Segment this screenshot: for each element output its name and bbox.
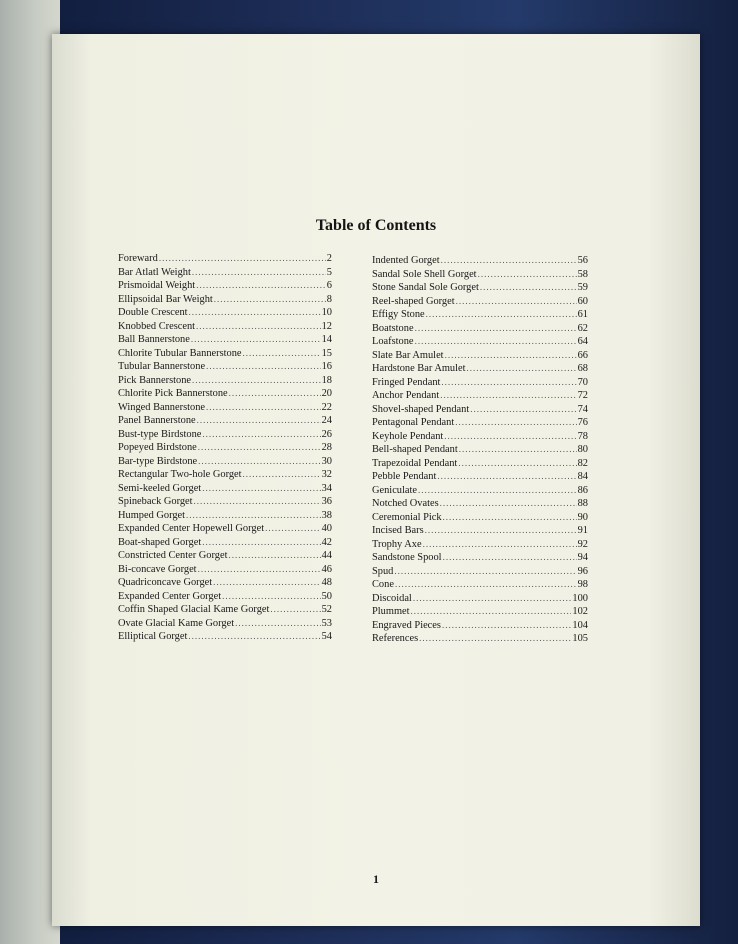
dot-leader [186,509,321,523]
toc-entry-title: Rectangular Two-hole Gorget [118,469,242,480]
toc-entry-page: 98 [577,579,588,590]
dot-leader [455,416,576,430]
toc-entry-page: 16 [321,361,332,372]
dot-leader [394,565,576,579]
toc-entry [372,511,588,525]
toc-entry-page: 60 [577,295,588,307]
toc-entry [118,401,332,415]
toc-entry-title: Pentagonal Pendant [372,417,455,428]
toc-entry [372,254,588,268]
toc-entry-page: 61 [577,309,588,320]
toc-entry [372,322,588,336]
toc-entry-page: 2 [326,253,332,264]
dot-leader [243,468,321,482]
toc-entry-page: 68 [577,363,588,374]
toc-entry-title: Discoidal [372,592,412,604]
toc-entry-page: 30 [321,455,332,467]
toc-entry-title: Bust-type Birdstone [118,428,202,440]
toc-entry-title: Foreward [118,253,158,264]
dot-leader [440,497,577,511]
toc-entry [118,279,332,293]
toc-entry [372,632,588,646]
toc-entry-title: Geniculate [372,484,418,496]
toc-entry-title: Double Crescent [118,307,188,318]
dot-leader [480,281,577,295]
toc-entry-page: 76 [577,417,588,428]
toc-entry-title: Popeyed Birdstone [118,442,197,453]
dot-leader [415,335,577,349]
toc-entry-page: 26 [321,428,332,440]
toc-entry [372,403,588,417]
toc-entry-page: 22 [321,401,332,413]
toc-entry [118,455,332,469]
toc-entry-page: 15 [321,347,332,359]
toc-entry [118,482,332,496]
dot-leader [395,578,577,592]
toc-entry [372,605,588,619]
toc-entry [372,430,588,444]
dot-leader [214,293,326,307]
toc-entry-title: Panel Bannerstone [118,415,196,426]
dot-leader [196,320,321,334]
toc-entry-page: 78 [577,430,588,442]
toc-entry-page: 34 [321,482,332,494]
toc-entry [372,538,588,552]
toc-entry-title: Keyhole Pendant [372,430,444,442]
toc-entry-page: 88 [577,498,588,509]
toc-entry [372,362,588,376]
toc-entry-page: 56 [577,255,588,266]
toc-entry-page: 38 [321,509,332,521]
toc-entry-title: Ceremonial Pick [372,511,442,523]
adjacent-page-edge [0,0,60,944]
toc-entry [372,268,588,282]
toc-entry [118,468,332,482]
toc-entry-page: 54 [321,631,332,642]
toc-entry-page: 10 [321,307,332,318]
toc-entry-page: 104 [572,619,588,631]
dot-leader [441,376,576,390]
dot-leader [202,536,320,550]
toc-entry-page: 18 [321,374,332,386]
toc-entry-title: Knobbed Crescent [118,320,196,332]
toc-entry [372,619,588,633]
toc-entry-page: 5 [326,266,332,278]
dot-leader [442,619,571,633]
toc-entry-page: 70 [577,376,588,388]
toc-entry-page: 90 [577,511,588,523]
toc-entry-title: Reel-shaped Gorget [372,295,455,307]
toc-entry-page: 84 [577,471,588,482]
toc-entry [118,563,332,577]
dot-leader [192,266,326,280]
dot-leader [425,524,577,538]
toc-entry-page: 28 [321,442,332,453]
toc-entry [118,320,332,334]
toc-entry-title: Trapezoidal Pendant [372,457,458,469]
toc-entry [118,360,332,374]
dot-leader [445,349,577,363]
toc-entry-page: 94 [577,552,588,563]
toc-entry-title: Anchor Pendant [372,390,440,401]
toc-entry [118,428,332,442]
toc-entry-page: 36 [321,496,332,507]
toc-entry-title: Semi-keeled Gorget [118,482,202,494]
toc-entry [372,497,588,511]
toc-entry [118,347,332,361]
dot-leader [198,563,321,577]
toc-entry-title: Boat-shaped Gorget [118,536,202,548]
dot-leader [202,482,320,496]
toc-right-column [372,254,588,646]
dot-leader [189,306,321,320]
toc-entry-title: Bi-concave Gorget [118,563,197,575]
dot-leader [478,268,577,282]
toc-entry [372,308,588,322]
toc-entry-page: 62 [577,322,588,334]
dot-leader [229,387,321,401]
toc-entry-title: Prismoidal Weight [118,280,196,291]
toc-entry-title: Ball Bannerstone [118,334,190,345]
toc-entry-title: Shovel-shaped Pendant [372,403,470,415]
toc-entry-page: 6 [326,280,332,291]
dot-leader [265,522,321,536]
dot-leader [411,605,572,619]
dot-leader [443,551,577,565]
dot-leader [159,252,326,266]
dot-leader [419,632,571,646]
toc-entry-title: Plummet [372,606,410,617]
toc-entry [118,252,332,266]
toc-entry-page: 80 [577,444,588,455]
toc-entry-title: Boatstone [372,322,414,334]
toc-entry-title: Elliptical Gorget [118,631,188,642]
toc-entry-title: Slate Bar Amulet [372,349,444,361]
toc-entry [118,441,332,455]
toc-entry-title: Stone Sandal Sole Gorget [372,282,479,293]
toc-entry-page: 92 [577,538,588,550]
toc-entry [372,349,588,363]
toc-entry [372,295,588,309]
toc-entry-title: Winged Bannerstone [118,401,206,413]
dot-leader [197,414,321,428]
toc-entry-page: 86 [577,484,588,496]
toc-entry [118,603,332,617]
toc-entry-title: Pick Bannerstone [118,374,192,386]
toc-entry-title: Effigy Stone [372,309,425,320]
toc-entry [372,484,588,498]
toc-entry [118,549,332,563]
dot-leader [213,576,320,590]
dot-leader [188,630,320,644]
toc-entry-page: 82 [577,457,588,469]
dot-leader [235,617,321,631]
toc-entry-page: 105 [572,633,588,644]
toc-entry-title: Tubular Bannerstone [118,361,206,372]
toc-entry-page: 8 [326,293,332,305]
toc-entry-title: Expanded Center Gorget [118,590,222,602]
toc-entry-title: Constricted Center Gorget [118,550,228,561]
toc-entry-page: 12 [321,320,332,332]
toc-entry [372,443,588,457]
toc-entry [118,576,332,590]
toc-entry [118,414,332,428]
toc-entry-page: 102 [572,606,588,617]
toc-entry-title: Bell-shaped Pendant [372,444,458,455]
dot-leader [444,430,576,444]
dot-leader [198,441,321,455]
page-title: Table of Contents [315,217,437,234]
toc-entry-page: 48 [321,577,332,588]
dot-leader [413,592,572,606]
toc-entry-title: Indented Gorget [372,255,440,266]
dot-leader [270,603,320,617]
toc-entry-page: 50 [321,590,332,602]
toc-entry-title: Spineback Gorget [118,496,193,507]
page-number: 1 [373,872,379,886]
dot-leader [423,538,577,552]
toc-entry-title: Chlorite Pick Bannerstone [118,388,228,399]
dot-leader [470,403,576,417]
dot-leader [459,443,577,457]
dot-leader [206,360,321,374]
dot-leader [194,495,321,509]
toc-entry-page: 74 [577,403,588,415]
toc-entry [372,592,588,606]
toc-entry-page: 53 [321,617,332,629]
toc-entry-title: References [372,633,419,644]
dot-leader [440,389,576,403]
dot-leader [198,455,320,469]
dot-leader [458,457,576,471]
toc-entry-page: 91 [577,525,588,536]
toc-entry [118,266,332,280]
toc-entry-page: 32 [321,469,332,480]
toc-entry [372,281,588,295]
dot-leader [415,322,577,336]
toc-entry-page: 59 [577,282,588,293]
dot-leader [191,333,321,347]
dot-leader [441,254,577,268]
toc-entry-title: Trophy Axe [372,538,422,550]
dot-leader [426,308,577,322]
toc-entry [372,389,588,403]
dot-leader [456,295,577,309]
toc-entry [118,590,332,604]
toc-entry [372,376,588,390]
toc-entry [372,551,588,565]
toc-entry [118,522,332,536]
toc-entry-page: 58 [577,268,588,280]
toc-entry [118,293,332,307]
toc-entry [118,495,332,509]
dot-leader [467,362,577,376]
toc-entry [118,509,332,523]
toc-entry-title: Humped Gorget [118,509,186,521]
toc-entry-page: 24 [321,415,332,426]
toc-entry-page: 40 [321,523,332,534]
toc-entry [118,617,332,631]
toc-entry [372,578,588,592]
toc-entry-page: 52 [321,604,332,615]
toc-entry-title: Expanded Center Hopewell Gorget [118,523,265,534]
toc-entry-title: Ellipsoidal Bar Weight [118,293,213,305]
dot-leader [192,374,321,388]
toc-entry-page: 46 [321,563,332,575]
dot-leader [243,347,321,361]
toc-entry [372,524,588,538]
toc-entry [372,470,588,484]
dot-leader [222,590,321,604]
toc-entry-title: Sandstone Spool [372,552,442,563]
toc-entry-title: Bar Atlatl Weight [118,266,191,278]
toc-entry [372,565,588,579]
toc-entry-page: 20 [321,388,332,399]
toc-entry-title: Loafstone [372,336,414,347]
toc-entry [118,333,332,347]
toc-entry-page: 64 [577,336,588,347]
dot-leader [437,470,576,484]
dot-leader [202,428,320,442]
toc-entry [118,306,332,320]
document-page [52,34,700,926]
toc-entry-title: Coffin Shaped Glacial Kame Gorget [118,604,270,615]
toc-entry-title: Pebble Pendant [372,471,437,482]
dot-leader [196,279,326,293]
toc-entry-title: Sandal Sole Shell Gorget [372,268,477,280]
toc-entry-title: Engraved Pieces [372,619,441,631]
toc-entry [372,335,588,349]
toc-entry-page: 42 [321,536,332,548]
toc-entry [118,374,332,388]
toc-entry [118,536,332,550]
toc-entry-title: Incised Bars [372,525,424,536]
toc-entry-title: Spud [372,565,394,577]
toc-entry-page: 72 [577,390,588,401]
toc-entry [372,416,588,430]
toc-entry-title: Ovate Glacial Kame Gorget [118,617,235,629]
toc-entry [118,387,332,401]
toc-entry-page: 96 [577,565,588,577]
dot-leader [418,484,577,498]
toc-entry-title: Hardstone Bar Amulet [372,363,466,374]
dot-leader [443,511,577,525]
toc-entry-page: 44 [321,550,332,561]
toc-entry-page: 66 [577,349,588,361]
toc-entry-title: Quadriconcave Gorget [118,577,213,588]
toc-entry [372,457,588,471]
toc-entry-title: Notched Ovates [372,498,439,509]
toc-entry-title: Bar-type Birdstone [118,455,198,467]
toc-left-column [118,252,332,644]
toc-entry-title: Chlorite Tubular Bannerstone [118,347,242,359]
toc-entry-page: 100 [572,592,588,604]
toc-entry-page: 14 [321,334,332,345]
dot-leader [228,549,320,563]
toc-entry-title: Cone [372,579,394,590]
toc-entry [118,630,332,644]
dot-leader [206,401,321,415]
toc-entry-title: Fringed Pendant [372,376,441,388]
